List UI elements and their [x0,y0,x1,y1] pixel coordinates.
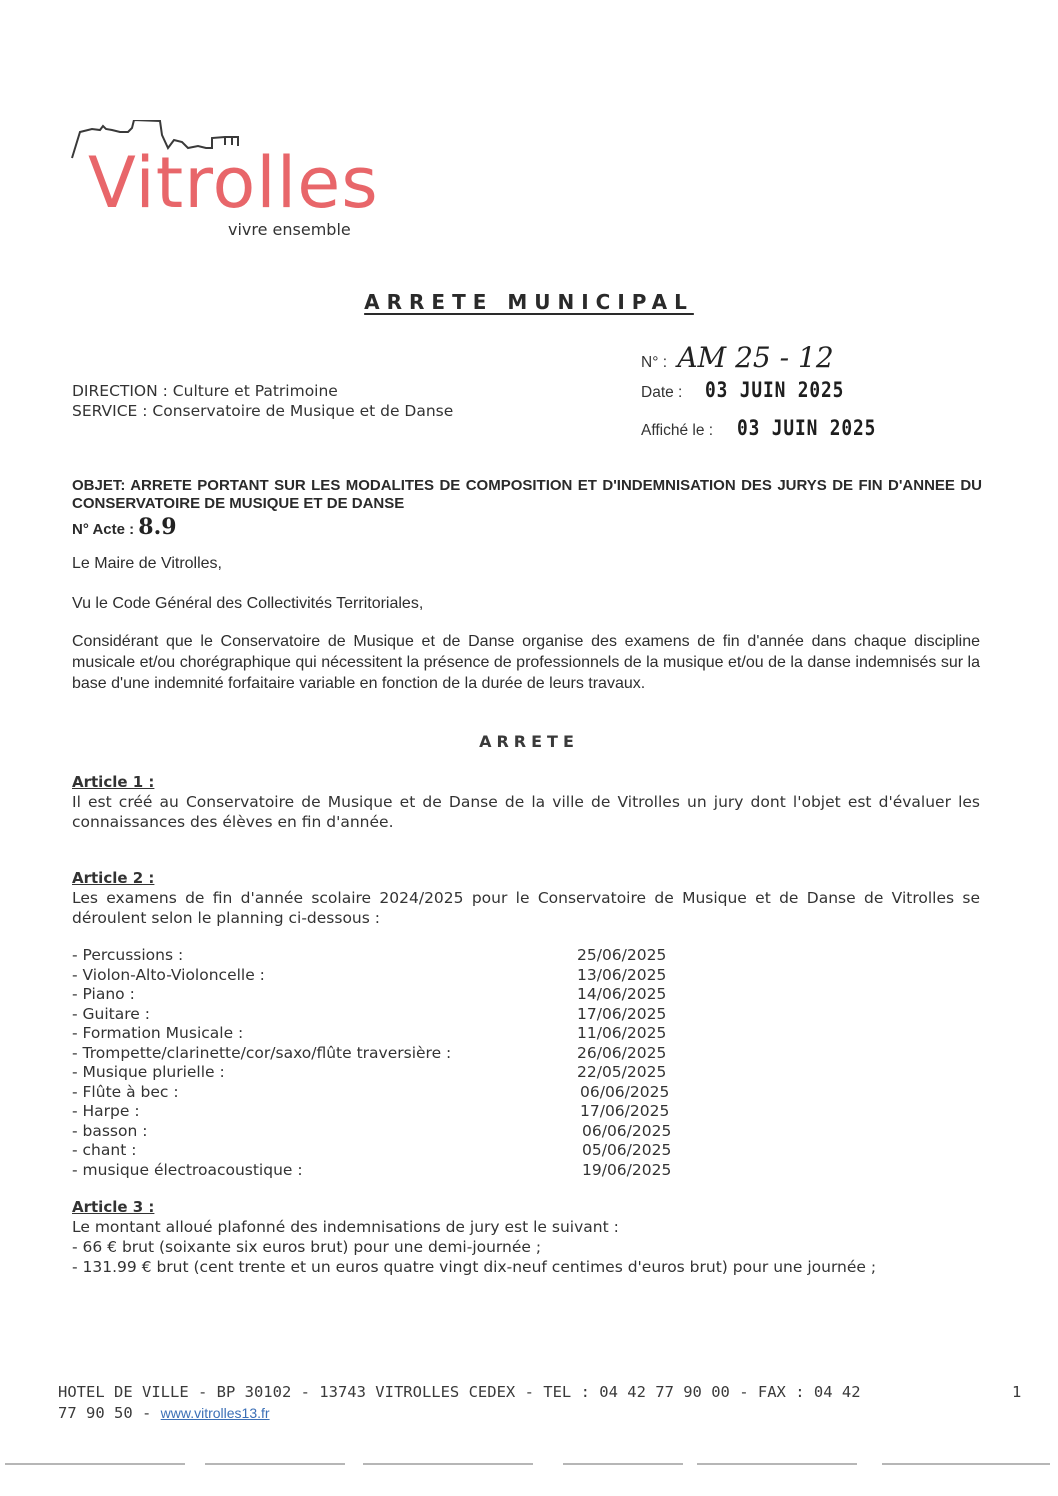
article-3-item: - 131.99 € brut (cent trente et un euros quatre vingt dix-neuf centimes d'euros brut) pour une journée ; [72,1258,877,1276]
logo-tagline: vivre ensemble [228,220,351,239]
exam-date: 26/06/2025 [577,1043,667,1062]
article-3-intro: Le montant alloué plafonné des indemnisations de jury est le suivant : [72,1218,619,1236]
direction-block [72,381,453,421]
objet-text: OBJET: ARRETE PORTANT SUR LES MODALITES DE COMPOSITION ET D'INDEMNISATION DES JURYS DE FIN D'ANNEE DU CONSERVATOIRE DE MUSIQUE ET DE DANSE [72,477,982,512]
exam-date: 11/06/2025 [577,1024,667,1042]
schedule-row [72,1083,692,1103]
vu-line: Vu le Code Général des Collectivités Territoriales, [72,595,424,612]
discipline: - Formation Musicale : [72,1024,244,1042]
footer-fax-end: 77 90 50 - [58,1404,161,1422]
number-label: N° : [641,354,668,371]
acte-value: 8.9 [138,514,177,540]
exam-date: 06/06/2025 [582,1121,672,1140]
discipline: - Piano : [72,985,135,1003]
discipline: - Flûte à bec : [72,1082,179,1101]
scan-divider [0,1463,1058,1465]
exam-date: 13/06/2025 [577,965,667,984]
article-3-title: Article 3 : [72,1198,155,1216]
exam-date: 22/05/2025 [577,1063,667,1081]
arrete-heading: ARRETE [479,732,579,751]
footer-address [58,1382,998,1424]
discipline: - chant : [72,1141,137,1159]
document-title: ARRETE MUNICIPAL [364,290,694,314]
discipline: - Musique plurielle : [72,1063,225,1081]
article-3-item: - 66 € brut (soixante six euros brut) pour une demi-journée ; [72,1238,542,1256]
schedule-row [72,966,692,986]
acte-label: N° Acte : [72,521,135,538]
number-value: AM 25 - 12 [677,341,834,374]
schedule-row [72,1005,692,1025]
schedule-row [72,1161,692,1181]
article-2-title: Article 2 : [72,869,155,887]
exam-date: 06/06/2025 [580,1082,670,1101]
posted-label: Affiché le : [641,422,714,439]
schedule-row [72,946,692,966]
schedule-row [72,1063,692,1083]
discipline: - Trompette/clarinette/cor/saxo/flûte traversière : [72,1043,452,1062]
date-stamp: 03 JUIN 2025 [704,378,844,402]
acte-line [72,516,177,541]
discipline: - basson : [72,1121,148,1140]
article-1-text: Il est créé au Conservatoire de Musique et de Danse de la ville de Vitrolles un jury dont l'objet est d'évaluer les connaissances des élèves en fin d'année. [72,793,980,831]
article-1-title: Article 1 : [72,773,155,791]
exam-date: 17/06/2025 [577,1004,667,1023]
schedule-row [72,1102,692,1122]
mayor-line: Le Maire de Vitrolles, [72,555,222,572]
schedule-row [72,985,692,1005]
footer-line-2 [58,1403,998,1424]
article-2-text: Les examens de fin d'année scolaire 2024/2025 pour le Conservatoire de Musique et de Danse de Vitrolles se déroulent selon le planning ci-dessous : [72,889,980,927]
discipline: - musique électroacoustique : [72,1160,303,1179]
footer-line-1: HOTEL DE VILLE - BP 30102 - 13743 VITROLLES CEDEX - TEL : 04 42 77 90 00 - FAX : 04 42 [58,1383,861,1401]
service-label: SERVICE : Conservatoire de Musique et de Danse [72,402,454,420]
exam-schedule [72,946,692,1180]
direction-label: DIRECTION : Culture et Patrimoine [72,382,338,400]
exam-date: 25/06/2025 [577,946,667,964]
website-link[interactable]: www.vitrolles13.fr [160,1405,270,1421]
schedule-row [72,1141,692,1161]
schedule-row [72,1122,692,1142]
discipline: - Violon-Alto-Violoncelle : [72,965,265,984]
exam-date: 05/06/2025 [582,1141,672,1159]
posted-stamp: 03 JUIN 2025 [737,416,877,440]
exam-date: 19/06/2025 [582,1160,672,1179]
page-number: 1 [1012,1383,1022,1401]
date-label: Date : [641,384,683,401]
schedule-row [72,1024,692,1044]
discipline: - Guitare : [72,1004,150,1023]
logo-wordmark: Vitrolles [88,142,379,224]
considerant-paragraph: Considérant que le Conservatoire de Musique et de Danse organise des examens de fin d'année dans chaque discipline musicale et/ou chorégraphique qui nécessitent la présence de professionnels de la musique et/ou de la danse indemnisés sur la base d'une indemnité forfaitaire variable en fonction de la durée de leurs travaux. [72,633,980,692]
exam-date: 14/06/2025 [577,985,667,1003]
discipline: - Harpe : [72,1102,140,1120]
discipline: - Percussions : [72,946,184,964]
exam-date: 17/06/2025 [580,1102,670,1120]
schedule-row [72,1044,692,1064]
